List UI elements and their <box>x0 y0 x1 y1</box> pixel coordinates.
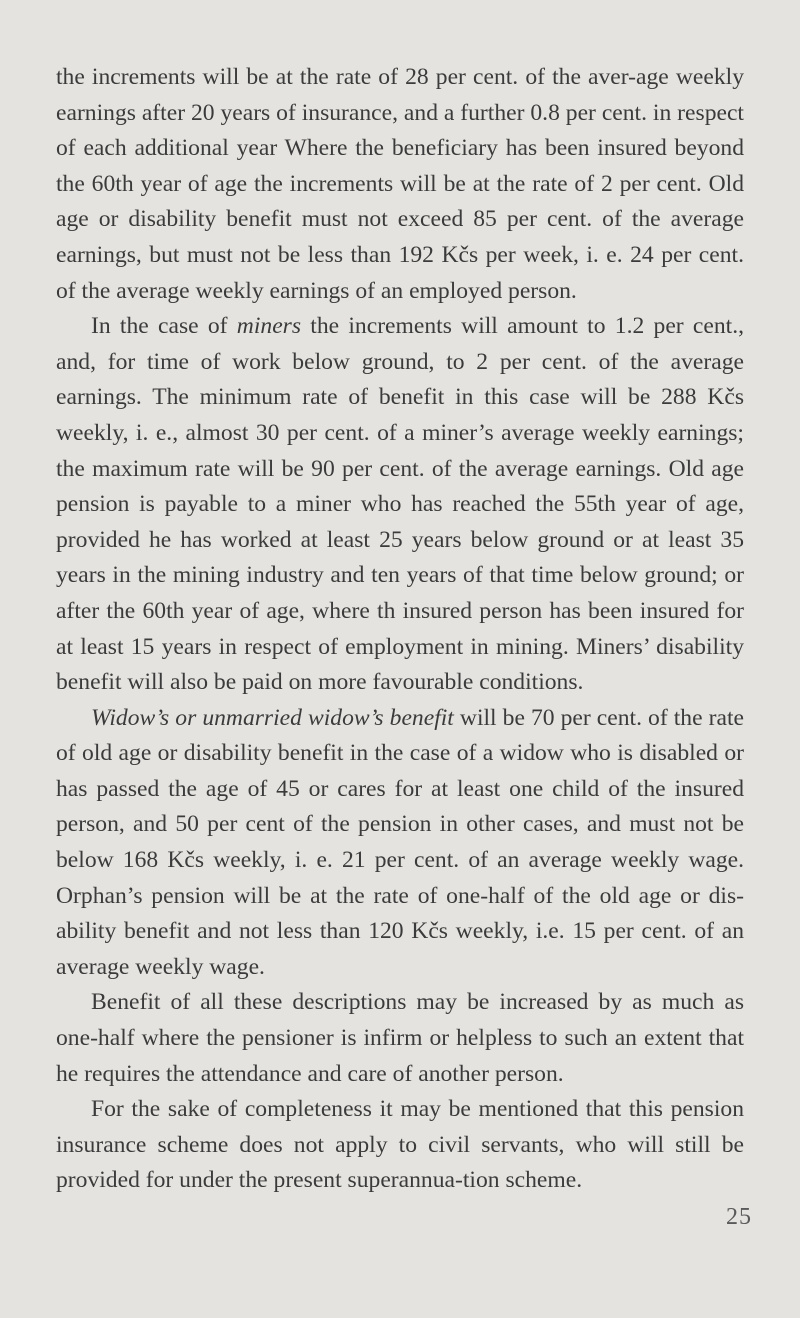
paragraph-italic-term: miners <box>236 313 302 340</box>
paragraph-text: In the case of <box>91 313 237 340</box>
paragraph-italic-term: Widow’s or unmarried widow’s benefit <box>91 704 454 731</box>
paragraph-text: will be 70 per cent. of the rate of old age or disability benefit in the case of a widow who is disabled or has passed the age of 45 or cares for at least one child of the insured person, and 50 per cent of the pension in other cases, and must not be below 168 Kčs weekly, i. e. 21 per cent. of an average weekly wage. Orphan’s pension will be at the rate of one-half of the old age or dis-ability benefit and not less than 120 Kčs weekly, i.e. 15 per cent. of an average weekly wage. <box>56 704 744 980</box>
paragraph-miners <box>56 309 744 701</box>
paragraph-increments-continued <box>56 60 744 309</box>
paragraph-text: Benefit of all these descriptions may be increased by as much as one-half where the pensioner is infirm or helpless to such an extent that he requires the attendance and care of another person. <box>56 989 744 1087</box>
paragraph-text: For the sake of completeness it may be mentioned that this pension insurance scheme does not apply to civil servants, who will still be provided for under the present superannua-tion scheme. <box>56 1096 744 1194</box>
paragraph-widows-benefit <box>56 701 744 986</box>
paragraph-text: the increments will amount to 1.2 per cent., and, for time of work below ground, to 2 per cent. of the average earnings. The minimum rate of benefit in this case will be 288 Kčs weekly, i. e., almost 30 per cent. of a miner’s average weekly earnings; the maximum rate will be 90 per cent. of the average earnings. Old age pension is payable to a miner who has reached the 55th year of age, provided he has worked at least 25 years below ground or at least 35 years in the mining industry and ten years of that time below ground; or after the 60th year of age, where th insured person has been insured for at least 15 years in respect of employment in mining. Miners’ disability benefit will also be paid on more favourable conditions. <box>56 313 745 696</box>
page-number: 25 <box>726 1204 752 1230</box>
paragraph-text: the increments will be at the rate of 28 per cent. of the aver-age weekly earnings after 20 years of insurance, and a further 0.8 per cent. in respect of each additional year Where the beneficiary has been insured beyond the 60th year of age the increments will be at the rate of 2 per cent. Old age or disability benefit must not exceed 85 per cent. of the average earnings, but must not be less than 192 Kčs per week, i. e. 24 per cent. of the average weekly earnings of an employed person. <box>56 64 744 304</box>
paragraph-benefit-increase <box>56 985 744 1092</box>
paragraph-civil-servants <box>56 1092 744 1199</box>
